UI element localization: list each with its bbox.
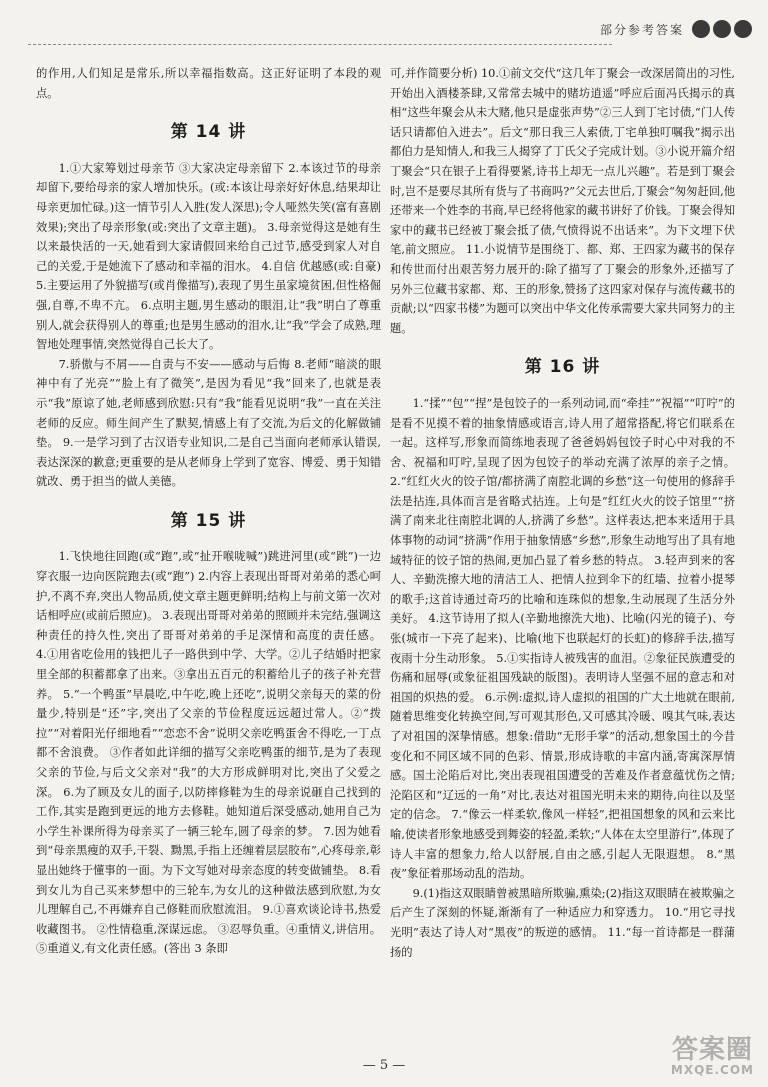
header-title: 部分参考答案 xyxy=(599,22,684,37)
right-column xyxy=(390,64,735,962)
lecture-14-paragraph: 7.骄傲与不屑——自责与不安——感动与后悔 8.老师“暗淡的眼神中有了光亮”“脸上有了微笑”,是因为看见“我”回来了,也就是表示“我”原谅了她,老师感到欣慰:只有“我”能看见说明“我”一直在关注老师的反应。师生间产生了默契,情感上有了交流,为后文的化解做铺垫。 9.一是学习到了古汉语专业知识,二是自己当面向老师承认错误,表达深深的歉意;更重要的是从老师身上学到了宽容、博爱、勇于知错就改、勇于担当的做人美德。 xyxy=(36,357,381,489)
lecture-16-title: 第 16 讲 xyxy=(524,357,601,378)
page-number: — 5 — xyxy=(362,1058,406,1073)
header-dot-icon xyxy=(692,20,710,38)
page-header xyxy=(28,14,752,44)
watermark-logo xyxy=(671,1037,754,1077)
lecture-14-title: 第 14 讲 xyxy=(170,122,247,143)
header-dots xyxy=(692,20,752,38)
lecture-15-title: 第 15 讲 xyxy=(170,510,247,531)
header-dot-icon xyxy=(734,20,752,38)
lecture-16-paragraph: 1.“揉”“包”“捏”是包饺子的一系列动词,而“牵挂”“祝福”“叮咛”的是看不见摸不着的抽象情感或语言,诗人用了超常搭配,将它们联系在一起。这样写,形象而简练地表现了爸爸妈妈包饺子时心中对我的不舍、祝福和叮咛,呈现了因为包饺子的举动充满了浓厚的亲子之情。 2.“红红火火的饺子馆/都挤满了南腔北调的乡愁”这一句使用的修辞手法是拈连,具体而言是省略式拈连。上句是“红红火火的饺子馆里”“挤满了南来北往南腔北调的人,挤满了乡愁”。这样表达,把本来适用于具体事物的动词“挤满”作用于抽象情感“乡愁”,形象生动地写出了具有地域特征的饺子馆的热闹,更加凸显了着乡愁的特点。 3.轻声到来的客人、辛勤洗擦大地的清洁工人、把情人拉到伞下的红墙、拉着小提琴的歌手;这首诗通过奇巧的比喻和连珠似的想象,生动展现了生活分外美好。 4.这节诗用了拟人(辛勤地擦洗大地)、比喻(闪光的镜子)、夸张(城市一下亮了起来)、比喻(地下也联起灯的长虹)的修辞手法,描写夜雨十分生动形象。 5.①实指诗人被残害的血泪。②象征民族遭受的伤痛和屈辱(或象征祖国残缺的版图)。表明诗人坚强不屈的意志和对祖国的炽热的爱。 6.示例:虚拟,诗人虚拟的祖国的广大土地就在眼前,随着思维变化转换空间,写可观其形色,又可感其冷暖、嗅其气味,表达了对祖国的深挚情感。想象:借助“无形手掌”的活动,想象国土的今昔变化和不同区域不同的色彩、情景,形成诗歌的丰富内涵,寄寓深厚情感。国土沦陷后对比,突出表现祖国遭受的苦难及作者意蕴忧伤之情;沦陷区和“辽远的一角”对比,表达对祖国光明未来的期待,向往以及坚定的信念。 7.“像云一样柔软,像风一样轻”,把祖国想象的风和云来比喻,使读者形象地感受到舞姿的轻盈,柔软;“人体在太空里游行”,体现了诗人丰富的想象力,给人以舒展,自由之感,引起人无限遐想。 8.“黑夜”象征着那场动乱的浩劫。 xyxy=(390,396,735,881)
lecture-16-paragraph: 9.(1)指这双眼睛曾被黑暗所欺骗,熏染;(2)指这双眼睛在被欺骗之后产生了深刻的怀疑,渐渐有了一种适应力和穿透力。 10.“用它寻找光明”表达了诗人对“黑夜”的叛逆的感情。 11.“每一首诗都是一群蒲扬的 xyxy=(390,886,735,959)
left-intro: 的作用,人们知足是常乐,所以幸福指数高。这正好证明了本段的观点。 xyxy=(36,67,381,100)
header-rule xyxy=(28,44,612,45)
left-column xyxy=(36,64,381,959)
watermark-line2: MXQE.COM xyxy=(670,1063,754,1078)
right-intro: 可,并作简要分析) 10.①前文交代“这几年丁聚会一改深居简出的习性,开始出入酒楼茶肆,又常常去城中的赌坊逍遥”呼应后面冯氏揭示的真相“这些年聚会从未大赌,他只是虚张声势”②三人到丁宅讨债,“门人传话只请都伯入进去”。后文“那日我三人索债,丁宅单独叮嘱我”揭示出都伯力是知情人,和我三人揭穿了丁氏父子完成计划。③小说开篇介绍丁聚会“只在银子上看得要紧,诗书上却无一点儿兴趣”。若是到丁聚会时,岂不是要尽其所有货与了书商吗?”父元去世后,丁聚会“匆匆赶回,他还带来一个姓李的书商,早已经将他家的藏书讲好了价钱。丁聚会得知家中的藏书已经被丁聚会抵了债,气愤得说不出话来”。为下文埋下伏笔,前文照应。 11.小说情节是围绕丁、都、郑、王四家为藏书的保存和传世而付出艰苦努力展开的:除了描写了丁聚会的形象外,还描写了另外三位藏书家都、郑、王的形象,赞扬了这四家对保存与流传藏书的贡献;以“四家书楼”为题可以突出中华文化传承需要大家共同努力的主题。 xyxy=(390,67,735,335)
header-dot-icon xyxy=(713,20,731,38)
lecture-14-paragraph: 1.①大家筹划过母亲节 ③大家决定母亲留下 2.本该过节的母亲却留下,要给母亲的家人增加快乐。(或:本该让母亲好好休息,结果却让母亲更加忙碌。)这一情节引人入胜(发人深思);令人哑然失笑(富有喜剧效果);突出了母亲形象(或:突出了文章主题)。 3.母亲觉得这是她有生以来最快活的一天,她看到大家请假回来给自己过节,感受到家人对自己的关爱,于是她流下了感动和幸福的泪水。 4.自信 优越感(或:自豪) 5.主要运用了外貌描写(或肖像描写),表现了男生虽家境贫困,但性格倔强,自尊,不卑不亢。 6.点明主题,男生感动的眼泪,让“我”明白了尊重别人,就会获得别人的尊重;也是男生感动的泪水,让“我”学会了成熟,理智地处理事情,突然觉得自己长大了。 xyxy=(36,161,381,352)
watermark-line1: 答案圈 xyxy=(671,1035,753,1066)
lecture-15-paragraph: 1.飞快地往回跑(或“跑”,或“扯开喉咙喊”)跳进河里(或“跳”)一边穿衣服一边向医院跑去(或“跑”) 2.内容上表现出哥哥对弟弟的悉心呵护,不离不弃,突出人物品质,使文章主题更鲜明;结构上与前文第一次对话相呼应(或前后照应)。 3.表现出哥哥对弟弟的照顾并未完结,强调这种责任的持久性,突出了哥哥对弟弟的手足深情和高度的责任感。 4.①用省吃俭用的钱把儿子一路供到中学、大学。②儿子结婚时把家里全部的积蓄都拿了出来。③拿出五百元的积蓄给儿子的孩子补充营养。 5.“一个鸭蛋”早晨吃,中午吃,晚上还吃”,说明父亲每天的菜的份量少,特别是“还”字,突出了父亲的节俭程度远远超过常人。②“拨拉”“对着阳光仔细地看”“恋恋不舍”说明父亲吃鸭蛋舍不得吃,一丁点都不舍浪费。 ③作者如此详细的描写父亲吃鸭蛋的细节,是为了表现父亲的节俭,与后文父亲对“我”的大方形成鲜明对比,突出了父爱之深。 6.为了顾及女儿的面子,以防摔修鞋为生的母亲说砸自己找到的工作,其实是跑到更远的地方去修鞋。她知道后深受感动,她用自己为小学生补课所得为母亲买了一辆三轮车,圆了母亲的梦。 7.因为她看到“母亲黑瘦的双手,干裂、黝黑,手指上还缠着层层胶布”,心疼母亲,彰显出她终于懂事的一面。为下文写她对母亲态度的转变做铺垫。 8.看到女儿为自己买来梦想中的三轮车,为女儿的这种做法感到欣慰,为女儿理解自己,不再嫌弃自己修鞋而欣慰流泪。 9.①喜欢谈论诗书,热爱收藏图书。 ②性情稳重,深谋远虑。 ③忍辱负重。④重情义,讲信用。 ⑤重道义,有文化责任感。(答出 3 条即 xyxy=(36,550,381,956)
